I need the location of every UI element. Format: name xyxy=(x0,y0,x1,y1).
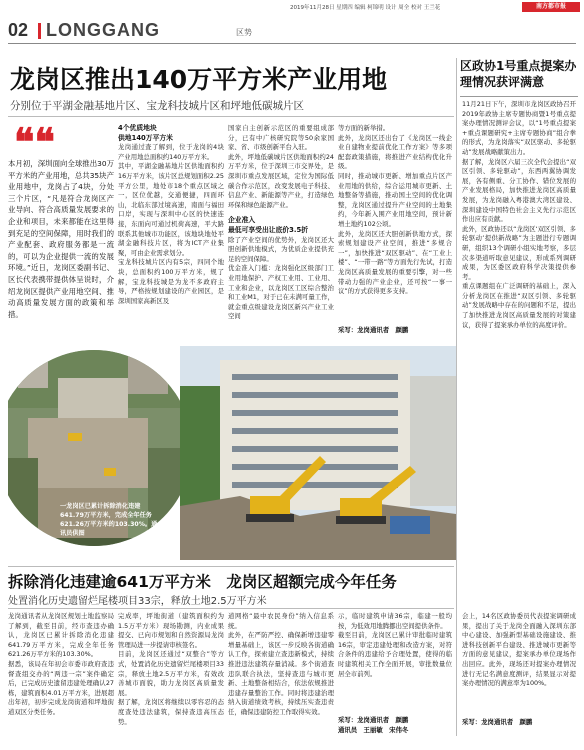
article1-col4-text: 等方面的新举措。 此外，龙岗区还出台了《龙岗区一线企业自建物业提前优化工作方案》等多项配套政策措施，将推进产业结构优化升级。 同时，推动城市更新、增加重点片区产业用地的供给，综合运用城市更新、土地整备等措施，推动国土空间的优化调整，龙岗区通过提升产业空间的土地集约，今年新入围产业用地空间，预计新增土地约102公顷。 此外，龙岗区还大胆创新供地方式，探索规划建设产业空间，推进“多规合一”，加快推进“双区驱动”、在“工业上楼”、“一带一路”等方面先行先试，打造龙岗区高质量发展的重要引擎，对一些带动力强的产业企业，还可按“一事一议”的方式获得更多支持。 xyxy=(338,124,452,296)
article1-headline: 龙岗区推出140万平方米产业用地 xyxy=(10,65,388,94)
column-divider xyxy=(456,58,457,736)
sidebar-body-text: 11月21日下午，深圳市龙岗区政协召开2019年政协主席专题协商暨1号重点提案办理情况测评会议，以“1号重点提案+重点课题研究+主席专题协商”组合拳的形式，为龙岗落实“双区驱动、多轮驱动”发展战略献策出力。 据了解，龙岗区六届三次全代会提出“双区引领、多轮驱动”，东西两翼协调发展，各有侧重、分工协作、错位发展的产业发展格局，加快推进龙岗区高质量发展，为龙岗融入粤港澳大湾区建设、深圳建设中国特色社会主义先行示范区作出应有贡献。 此外，区政协还以“龙岗区‘双区引领、多轮驱动’提供新战略”为主题进行专题调研，组织13个调研小组实地考察，多层次多渠道听取意见建议，形成系列调研成果，为区委区政府科学决策提供参考。 重点课题组在广泛调研的基础上，深入分析龙岗区在推进“双区引领、多轮驱动”发展战略中存在的问题和不足，提出了加快推进龙岗区高质量发展的对策建议，获得了提案承办单位的高度评价。 xyxy=(462,100,576,329)
page-meta xyxy=(290,3,580,12)
designer: 设计 周全 xyxy=(385,5,410,11)
section-header xyxy=(8,20,578,42)
article2-top-divider xyxy=(8,566,454,567)
newspaper-logo: 南方都市报 xyxy=(522,2,580,12)
sidebar-body-2 xyxy=(462,612,576,712)
article1-col2 xyxy=(118,124,224,340)
article1-lead: 本月初，深圳面向全球推出30万平方米的产业用地，总共35块产业用地中，龙岗占了4块，分处三个片区，“凡是符合龙岗区产业导向、符合高质量发展要求的企业和项目，未来都能在这里得到充足的空间保障，用时我们的产业配套、政府服务都是一流的，可以为企业提供一流的发展环境。”近日，龙岗区委副书记、区长代表携带提供体呈说时，介绍龙岗区提供产业用地空间、推动高质量发展方面的政策和举措。 xyxy=(8,159,114,319)
article2-col4-text: 示，临时建筑申请36宗，临建一般均按，为低效用地腾挪出空间提供条件。 截至目前，龙岗区已累计审批临时建筑16宗，审定违建处理和改造方案，对符合条件的违建给予合理处置，使得的临时建筑相关工作全面开展，审批数量位居全市前列。 xyxy=(338,612,452,678)
article1-col2-heading: 4个优质地块 供地140万平方米 xyxy=(118,124,173,142)
article1-col3b-text: 除了产业空间的优势外，龙岗区还大胆创新供地模式，为优质企业提供充足的空间保障。 优金准入门槛：龙岗强化区级部门工业用地保护、产权工业用、工业用、工业和企业，以龙岗区工区综合整治和工业M1，对于已在未满可量工作，就金重点级建设龙岗区新兴产业工业空间 xyxy=(228,235,334,321)
article2-subheadline: 处置消化历史遗留烂尾楼项目33宗，释放土地2.5万平方米 xyxy=(8,596,267,607)
article2-byline: 采写：龙岗通讯者 颜鹏 通讯员 王丽敏 宋伟冬 xyxy=(338,716,409,734)
article2-col2-text: 完成率，坪地街道（建筑面积约为1.5万平方米）现场勘测，内业成果提交、已向市规划和自然资源局龙岗管理局进一步提请审核签名。 目前，龙岗区还通过“双整合”等方式，处置消化历史遗留烂尾楼项目33宗，释放土地2.5万平方米，有效改善城市面貌，助力龙岗区高质量发展。 据了解，龙岗区将继续以零容忍的态度查处违法建筑，保持查违高压态势。 xyxy=(118,612,224,726)
article2-col1 xyxy=(8,612,114,744)
issue-date: 2019年11月28日 xyxy=(290,5,335,11)
photo-caption: 一龙岗区已累计拆除消化违建641.79万平方米，完成全年任务621.26万平方米的103.30%。通讯员供图 xyxy=(60,503,158,537)
header-divider xyxy=(8,43,576,44)
article1-subheadline: 分别位于平湖金融基地片区、宝龙科技城片区和坪地低碳城片区 xyxy=(10,100,304,112)
sidebar-title-divider xyxy=(460,96,578,97)
sidebar xyxy=(460,58,578,90)
article2-col2 xyxy=(118,612,224,744)
section-name: LONGGANG xyxy=(46,20,160,40)
article1-col3-heading: 企业准入 最低可享受出让底价3.5折 xyxy=(228,216,309,234)
article2-headline: 拆除消化违建逾641万平方米 龙岗区超额完成今年任务 xyxy=(8,573,397,591)
sidebar-title: 区政协1号重点提案办理情况获评满意 xyxy=(460,59,577,89)
article2-col3-text: 道网格“最中农民身份”纳入信息系统。 此外，在严防严控、确保新增违建零增量基础上，该区一步反映各街道确认工作，探索建立查违新模式，持续推进违法建筑存量消减。多个街道查违队联合执法，坚持查违与城市更新、土地整备相结合，依法依规推进违建存量整治工作。同时将违建治理纳入街道绩效考核，持续压实查违责任，确保违建防控工作取得实效。 xyxy=(228,612,334,716)
article1-byline: 采写：龙岗通讯者 颜鹏 xyxy=(338,326,409,334)
article1-col3 xyxy=(228,124,334,340)
quote-mark-icon: ❝❝ xyxy=(14,119,55,164)
article1-divider xyxy=(8,116,454,117)
article2-col1-text: 龙岗通讯者从龙岗区规划土地监察局了解到，截至目前，经市查违办确认，龙岗区已累计拆除消化违建641.79万平方米，完成全年任务621.26万平方米的103.30%。 据悉，该局在年初会市委市政府查违督查组交办的“两违一宗”案件确定后，已完成历史遗留违建处理确认27栋，建筑面积4.01万平方米，进展超出年初，初步完成龙岗街道和坪地街道双区分类任务。 xyxy=(8,612,114,716)
demolition-site-photo xyxy=(180,346,456,560)
proofreader: 校对 王兰花 xyxy=(411,5,441,11)
sidebar-body2-text: 会上，14名区政协委员代表提案调研成果，提出了关于龙岗全面融入深圳东部中心建设、加强新型基础设施建设、推进科技创新平台建设、推进城市更新等方面的意见建议，提案承办单位现场作出回应。此外，现场还对提案办理情况进行无记名满意度测评，结果显示对提案办理情况的满意率为100%。 xyxy=(462,612,576,688)
page-number: 02 xyxy=(8,20,29,40)
section-bar xyxy=(38,23,41,39)
sidebar-body xyxy=(462,100,576,610)
article2-col4 xyxy=(338,612,452,714)
section-subtitle: 区势 xyxy=(236,28,252,37)
article2-col3 xyxy=(228,612,334,744)
article1-col2-text: 龙岗通过査了解到，位于龙岗的4块产业用地总面积约140万平方米。 其中，平湖金融基地片区供地面积约16万平方米，该片区总规划面积2.25平方公里，地处市18个重点区域之一，区位优越，交通便捷，四面环山，北临东部过境高速，南面与福田口岸，实现与深圳中心区的快速连接，东面向可通过机荷高速，平大路联系其他城市功能区，该地块地处平湖金融科技片区，将为ICT产业集聚，可由企业需求划分。 宝龙科技城片区内有5宗，四同个地块，总面积约100万平方米，规了解，宝龙科技城是为龙不多政府主导，严格按规划建设的产业园区，是深圳国家高新区及 xyxy=(118,143,224,305)
article1-col4 xyxy=(338,124,452,324)
article1-col3-text: 国家自主创新示范区的重要组成部分，已有中广核研究院等50余家国家、省、市级创新平台入驻。 此外，坪地低碳城片区供地面积约24万平方米，位于深圳三市交界处，是深圳市重点发展区域，定位为国际低碳合作示范区，改变发展电子科技、信息产业、新能源等产业，打造绿色环保和绿色能源产业。 xyxy=(228,124,334,209)
issue-weekday: 星期四 xyxy=(336,5,353,11)
article2-divider xyxy=(8,608,454,609)
sidebar-byline: 采写：龙岗通讯者 颜鹏 xyxy=(462,718,533,726)
editor: 编辑 柯锦明 xyxy=(354,5,384,11)
